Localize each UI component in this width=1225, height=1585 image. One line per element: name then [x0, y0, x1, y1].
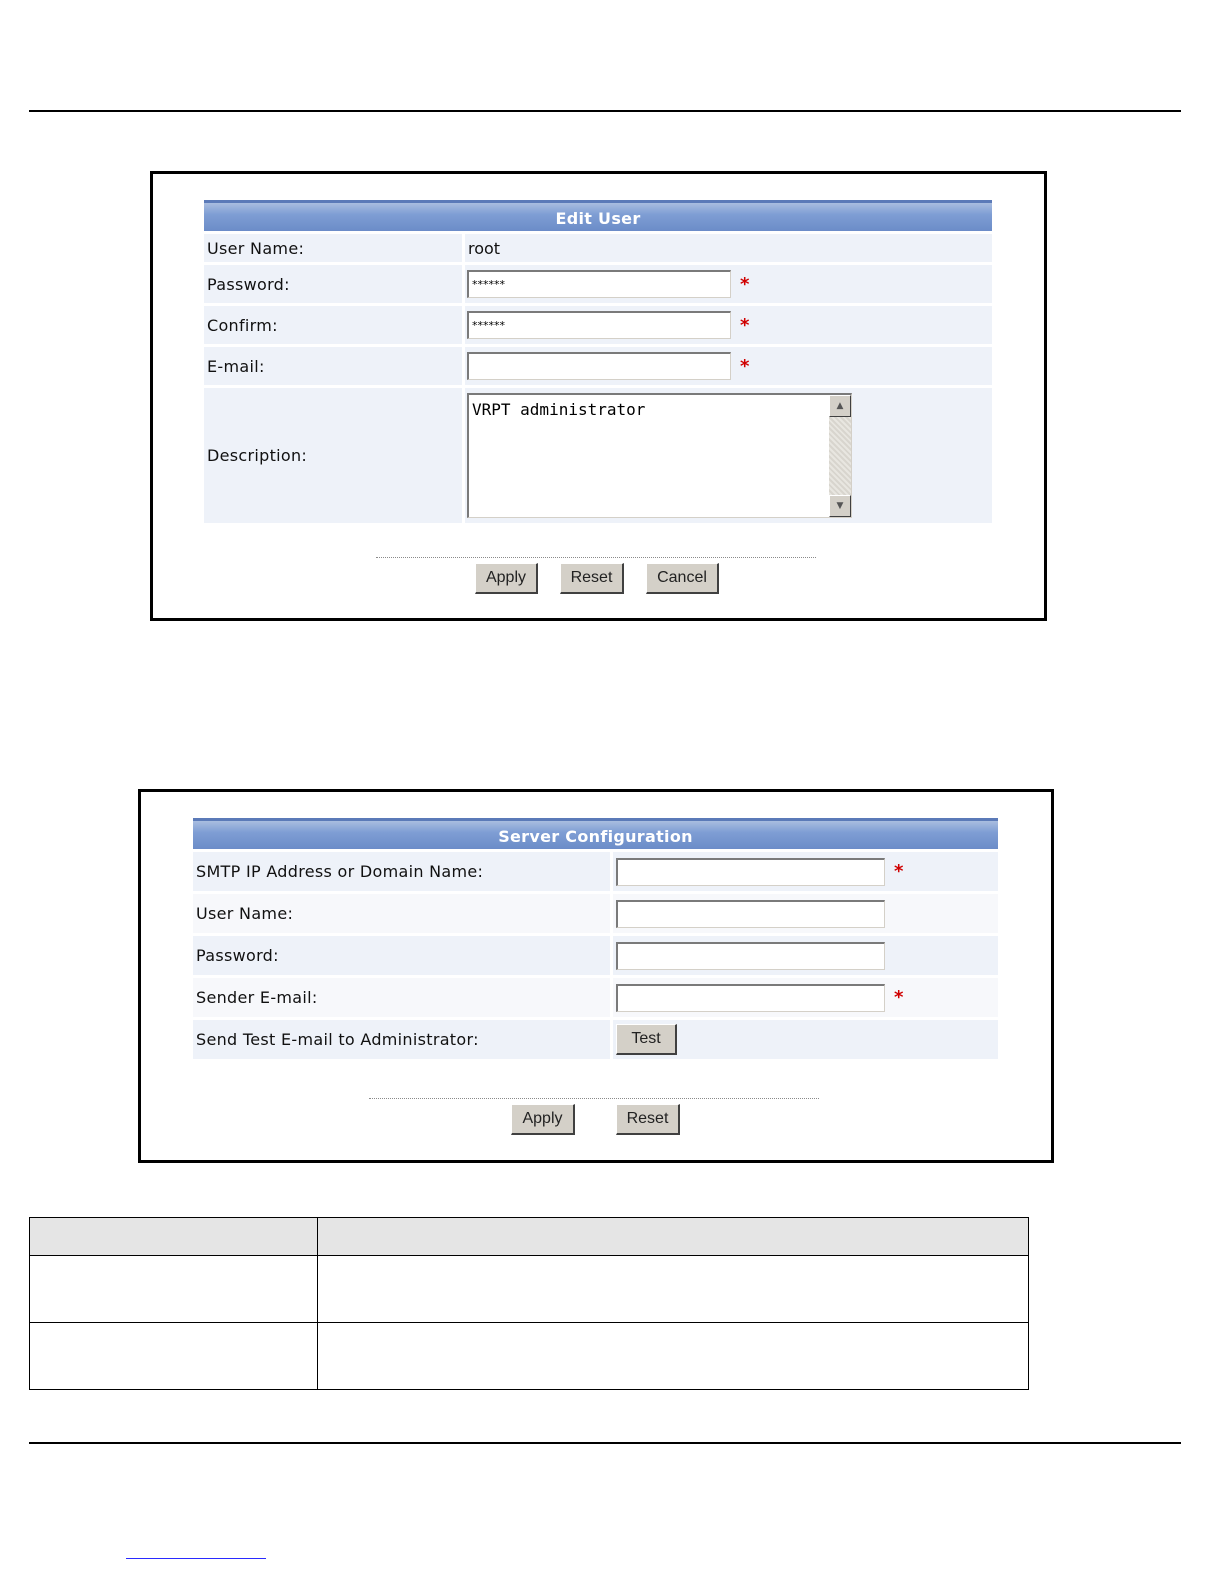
password-input[interactable]: [467, 270, 731, 298]
apply-button[interactable]: Apply: [475, 563, 538, 594]
table-header-cell: [30, 1218, 318, 1256]
username-row: [204, 234, 992, 262]
username-label: User Name:: [204, 234, 462, 262]
required-marker: *: [740, 273, 750, 295]
table-header-cell: [318, 1218, 1029, 1256]
description-text: VRPT administrator: [472, 400, 646, 419]
table-row: [30, 1256, 1029, 1323]
cancel-button[interactable]: Cancel: [646, 563, 719, 594]
table-cell: [30, 1256, 318, 1323]
reset-button[interactable]: Reset: [616, 1104, 680, 1135]
field-description-table: [29, 1217, 1029, 1390]
confirm-password-input[interactable]: [467, 311, 731, 339]
send-test-row: [193, 1020, 998, 1059]
button-separator: [376, 557, 816, 558]
password-row: [204, 265, 992, 303]
description-textarea[interactable]: [467, 393, 852, 518]
send-test-label: Send Test E-mail to Administrator:: [193, 1020, 610, 1059]
required-marker: *: [894, 987, 904, 1008]
description-row: [204, 388, 992, 523]
required-marker: *: [894, 861, 904, 882]
smtp-password-input[interactable]: [616, 942, 885, 970]
page-footer-rule: [29, 1442, 1181, 1444]
scroll-down-icon[interactable]: ▼: [829, 495, 851, 517]
smtp-address-input[interactable]: [616, 858, 885, 886]
scroll-up-icon[interactable]: ▲: [829, 395, 851, 417]
password-label: Password:: [204, 265, 462, 303]
table-cell: [318, 1323, 1029, 1390]
smtp-row: [193, 852, 998, 891]
description-scrollbar[interactable]: [829, 395, 851, 517]
test-button[interactable]: Test: [616, 1024, 677, 1055]
password-row: [193, 936, 998, 975]
sender-email-input[interactable]: [616, 984, 885, 1012]
confirm-row: [204, 306, 992, 344]
panel-title: Edit User: [204, 200, 992, 231]
required-marker: *: [740, 355, 750, 377]
username-row: [193, 894, 998, 933]
description-label: Description:: [204, 388, 462, 523]
table-header-row: [30, 1218, 1029, 1256]
email-row: [204, 347, 992, 385]
confirm-label: Confirm:: [204, 306, 462, 344]
table-cell: [30, 1323, 318, 1390]
edit-user-panel: [204, 200, 992, 523]
username-value: root: [465, 234, 992, 262]
footer-link-underline[interactable]: [126, 1558, 266, 1559]
table-cell: [318, 1256, 1029, 1323]
apply-button[interactable]: Apply: [511, 1104, 575, 1135]
smtp-username-input[interactable]: [616, 900, 885, 928]
reset-button[interactable]: Reset: [560, 563, 624, 594]
button-separator: [369, 1098, 819, 1099]
email-label: E-mail:: [204, 347, 462, 385]
username-label: User Name:: [193, 894, 610, 933]
password-label: Password:: [193, 936, 610, 975]
smtp-label: SMTP IP Address or Domain Name:: [193, 852, 610, 891]
sender-email-row: [193, 978, 998, 1017]
table-row: [30, 1323, 1029, 1390]
required-marker: *: [740, 314, 750, 336]
panel-title: Server Configuration: [193, 818, 998, 849]
page-header-rule: [29, 110, 1181, 112]
sender-email-label: Sender E-mail:: [193, 978, 610, 1017]
email-input[interactable]: [467, 352, 731, 380]
server-config-panel: [193, 818, 998, 1059]
